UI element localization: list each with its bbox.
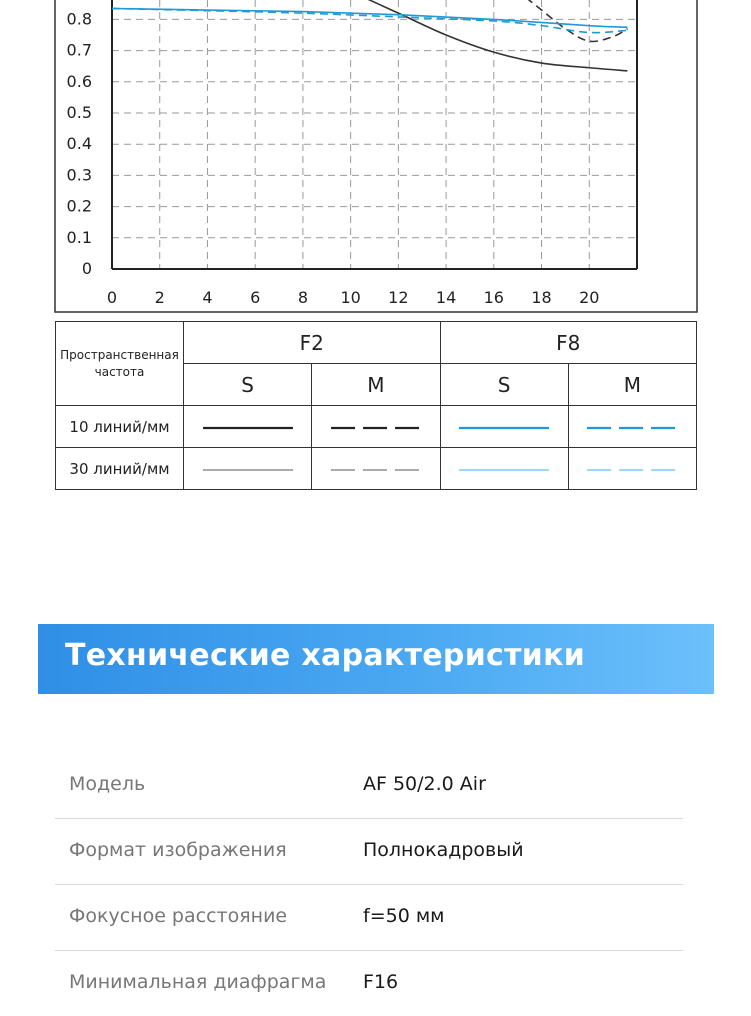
section-banner: [38, 624, 714, 694]
specs-table: [55, 753, 683, 1016]
spec-label: Формат изображения: [69, 839, 287, 861]
legend-swatch-10-f8-m: [568, 406, 696, 448]
legend-header-f8: F8: [440, 322, 697, 364]
chart-series: [112, 0, 627, 71]
y-tick-labels: [67, 9, 92, 278]
legend-row-label-10lp: 10 линий/мм: [56, 406, 184, 448]
x-tick-label: 14: [435, 288, 457, 307]
x-tick-label: 6: [250, 288, 261, 307]
y-tick-label: 0: [81, 259, 92, 278]
chart-grid: [112, 0, 637, 269]
spec-label: Фокусное расстояние: [69, 905, 288, 927]
legend-header-spatial-frequency: Пространственная частота: [56, 322, 184, 406]
spec-row-model: [55, 753, 683, 819]
spec-value: f=50 мм: [363, 905, 445, 927]
spec-value: Полнокадровый: [363, 839, 524, 861]
x-tick-label: 12: [388, 288, 409, 307]
series-line: [351, 0, 628, 71]
spec-row-focal-length: [55, 885, 683, 951]
x-tick-labels: [107, 288, 600, 307]
spec-label: Минимальная диафрагма: [69, 971, 327, 993]
legend-col-f8-s: S: [440, 364, 568, 406]
mtf-chart: [0, 0, 751, 318]
y-tick-label: 0.3: [66, 165, 92, 185]
mtf-legend-table: [55, 321, 697, 490]
x-tick-label: 4: [202, 288, 213, 307]
x-tick-label: 8: [297, 288, 309, 307]
spec-row-min-aperture: [55, 951, 683, 1016]
y-tick-label: 0.2: [66, 196, 92, 216]
spec-row-format: [55, 819, 683, 885]
x-tick-label: 16: [483, 288, 504, 307]
legend-swatch-30-f2-s: [184, 448, 312, 490]
x-tick-label: 0: [106, 288, 118, 307]
legend-col-f2-m: M: [312, 364, 440, 406]
legend-swatch-10-f2-m: [312, 406, 440, 448]
legend-swatch-10-f8-s: [440, 406, 568, 448]
series-line: [112, 8, 627, 32]
legend-row-label-30lp: 30 линий/мм: [56, 448, 184, 490]
spec-label: Модель: [69, 773, 146, 795]
y-tick-label: 0.8: [66, 9, 92, 29]
x-tick-label: 2: [154, 288, 165, 307]
legend-col-f2-s: S: [184, 364, 312, 406]
y-tick-label: 0.4: [66, 134, 92, 154]
legend-swatch-30-f2-m: [312, 448, 440, 490]
y-tick-label: 0.5: [66, 103, 92, 122]
y-tick-label: 0.7: [66, 40, 92, 60]
spec-value: F16: [363, 971, 399, 993]
x-tick-label: 20: [579, 288, 600, 307]
y-tick-label: 0.1: [66, 227, 92, 247]
legend-header-f2: F2: [184, 322, 441, 364]
chart-outer-frame: [55, 0, 697, 312]
chart-axes: [112, 0, 637, 269]
legend-swatch-30-f8-m: [568, 448, 696, 490]
spec-value: AF 50/2.0 Air: [363, 773, 486, 795]
x-tick-label: 10: [340, 288, 361, 307]
legend-swatch-10-f2-s: [184, 406, 312, 448]
legend-swatch-30-f8-s: [440, 448, 568, 490]
legend-col-f8-m: M: [568, 364, 696, 406]
section-title: Технические характеристики: [65, 638, 586, 673]
x-tick-label: 18: [531, 288, 552, 307]
y-tick-label: 0.6: [66, 71, 92, 91]
